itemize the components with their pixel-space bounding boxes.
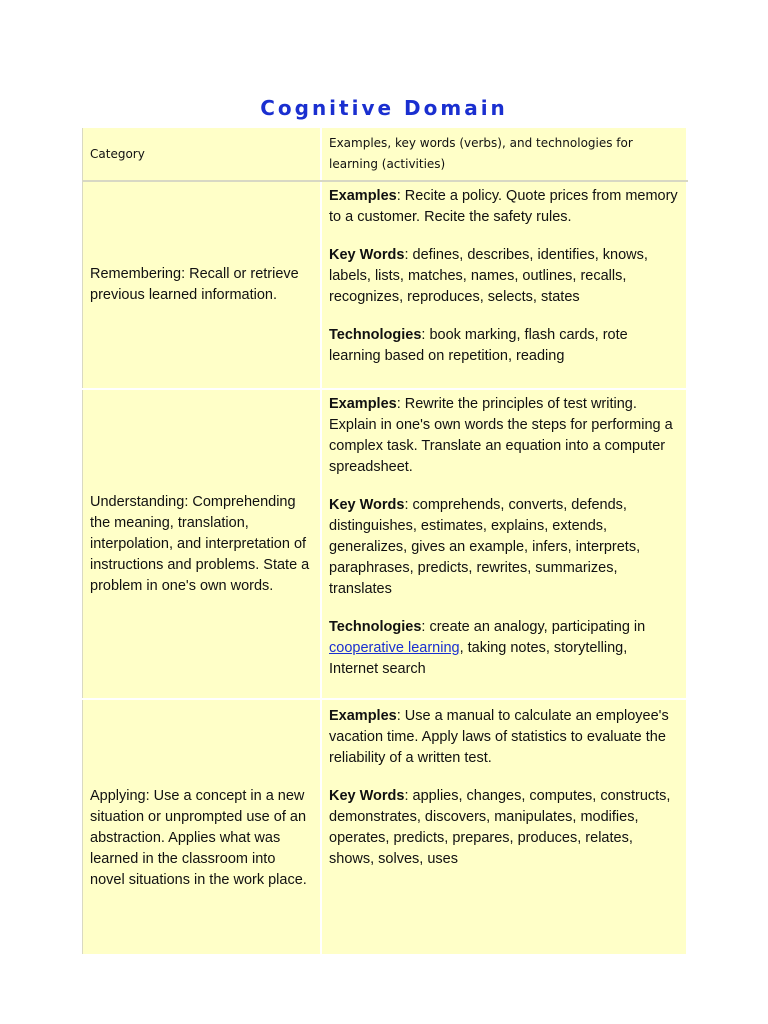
page-title: Cognitive Domain [260, 96, 508, 120]
category-understanding: Understanding: Comprehending the meaning, translation, interpolation, and interpretation of instructions and problems. State a problem in one's own words. [83, 389, 322, 699]
examples-text: : Rewrite the principles of test writing. Explain in one's own words the steps for performing a complex task. Translate an equation into a computer spreadsheet. [329, 396, 673, 475]
examples-label: Examples [329, 708, 397, 724]
keywords-label: Key Words [329, 497, 405, 513]
technologies-paragraph [329, 617, 680, 680]
cognitive-domain-table [82, 126, 688, 956]
table-row [83, 699, 688, 955]
header-examples: Examples, key words (verbs), and technologies for learning (activities) [321, 127, 687, 181]
technologies-label: Technologies [329, 327, 422, 343]
examples-text: : Use a manual to calculate an employee's vacation time. Apply laws of statistics to evaluate the reliability of a written test. [329, 708, 669, 766]
examples-label: Examples [329, 188, 397, 204]
keywords-text: : applies, changes, computes, constructs, demonstrates, discovers, manipulates, modifies, operates, predicts, prepares, produces, relates, shows, solves, uses [329, 788, 671, 867]
technologies-paragraph [329, 325, 680, 367]
table-row [83, 181, 688, 389]
category-remembering: Remembering: Recall or retrieve previous learned information. [83, 181, 322, 389]
header-category: Category [83, 127, 322, 181]
table-row [83, 389, 688, 699]
keywords-label: Key Words [329, 247, 405, 263]
technologies-text-pre: : create an analogy, participating in [421, 619, 646, 635]
keywords-text: : comprehends, converts, defends, distinguishes, estimates, explains, extends, generalizes, gives an example, infers, interprets, paraphrases, predicts, rewrites, summarizes, translates [329, 497, 641, 597]
technologies-text: : book marking, flash cards, rote learning based on repetition, reading [329, 327, 628, 364]
examples-paragraph [329, 394, 680, 478]
examples-paragraph [329, 186, 680, 228]
examples-cell [321, 181, 687, 389]
keywords-paragraph [329, 786, 680, 870]
technologies-label: Technologies [329, 619, 422, 635]
examples-cell [321, 389, 687, 699]
keywords-text: : defines, describes, identifies, knows, labels, lists, matches, names, outlines, recalls, recognizes, reproduces, selects, states [329, 247, 648, 305]
cooperative-learning-link[interactable]: cooperative learning [329, 640, 460, 656]
keywords-paragraph [329, 495, 680, 600]
examples-label: Examples [329, 396, 397, 412]
keywords-paragraph [329, 245, 680, 308]
category-applying: Applying: Use a concept in a new situation or unprompted use of an abstraction. Applies what was learned in the classroom into novel situations in the work place. [83, 699, 322, 955]
examples-paragraph [329, 706, 680, 769]
keywords-label: Key Words [329, 788, 405, 804]
examples-cell [321, 699, 687, 955]
technologies-text-post: , taking notes, storytelling, Internet search [329, 640, 628, 677]
examples-text: : Recite a policy. Quote prices from memory to a customer. Recite the safety rules. [329, 188, 678, 225]
table-header-row [83, 127, 688, 181]
